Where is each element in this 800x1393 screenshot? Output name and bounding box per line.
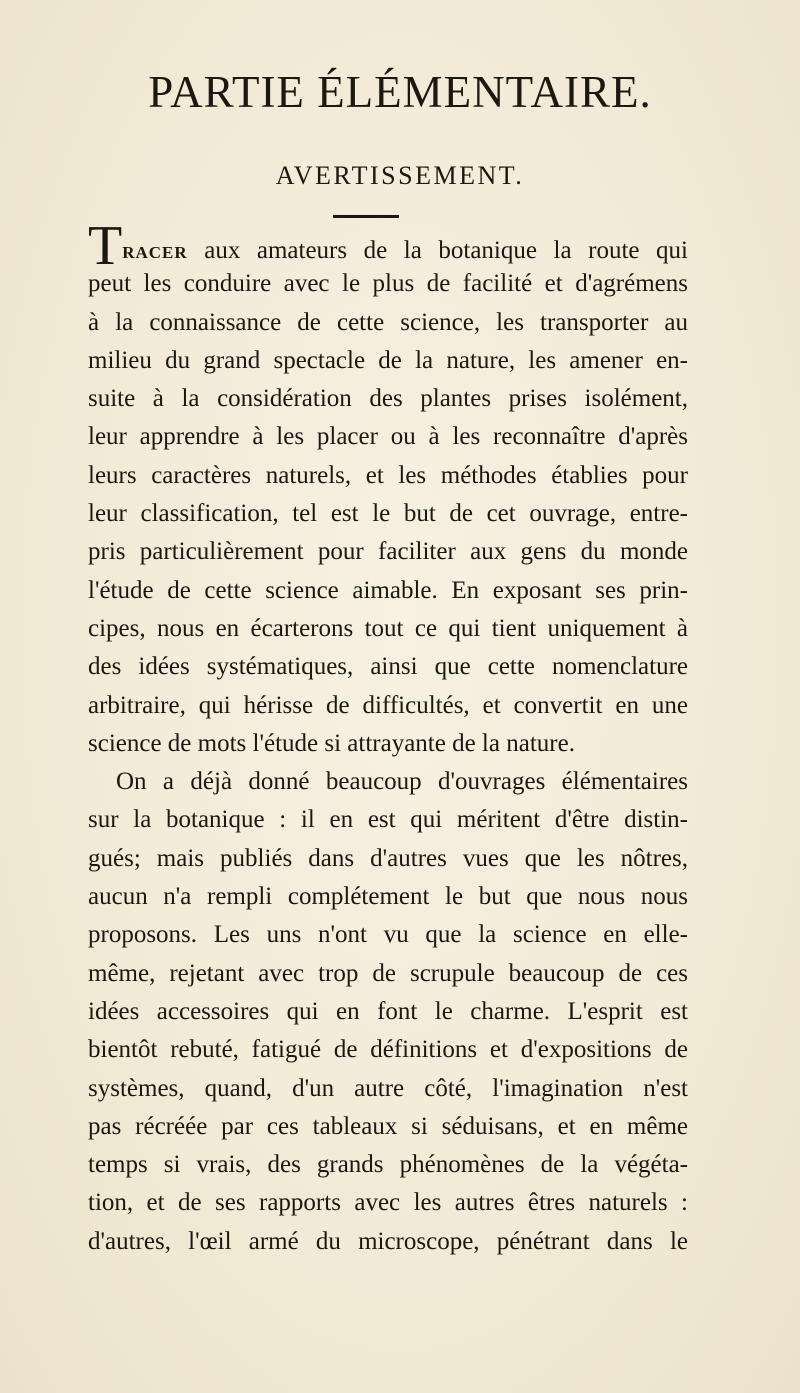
body-text <box>88 215 688 1261</box>
text-line-first <box>88 215 688 277</box>
text-line: leurs caractères naturels, et les méthodes établies pour <box>88 461 688 489</box>
text-line: milieu du grand spectacle de la nature, les amener en- <box>88 346 688 374</box>
text-line-paragraph-start: On a déjà donné beaucoup d'ouvrages élémentaires <box>116 768 688 796</box>
heading-rule <box>333 215 399 218</box>
text-line: suite à la considération des plantes prises isolément, <box>88 385 688 413</box>
text-line: des idées systématiques, ainsi que cette nomenclature <box>88 653 688 681</box>
text-line: bientôt rebuté, fatigué de définitions et d'expositions de <box>88 1036 688 1064</box>
text-line: cipes, nous en écarterons tout ce qui tient uniquement à <box>88 614 688 642</box>
drop-cap: T <box>88 215 123 277</box>
text-line: tion, et de ses rapports avec les autres êtres naturels : <box>88 1189 688 1217</box>
text-line: systèmes, quand, d'un autre côté, l'imagination n'est <box>88 1074 688 1102</box>
text-line: à la connaissance de cette science, les transporter au <box>88 308 688 336</box>
text-line: peut les conduire avec le plus de facilité et d'agrémens <box>88 270 688 298</box>
text-line: leur apprendre à les placer ou à les reconnaître d'après <box>88 423 688 451</box>
text-line: pas récréée par ces tableaux si séduisans, et en même <box>88 1112 688 1140</box>
page-title: PARTIE ÉLÉMENTAIRE. <box>148 67 652 117</box>
text-line: science de mots l'étude si attrayante de la nature. <box>88 729 575 757</box>
small-caps-word: RACER <box>122 243 188 262</box>
text-line: aucun n'a rempli complétement le but que nous nous <box>88 883 688 911</box>
text-line: arbitraire, qui hérisse de difficultés, et convertit en une <box>88 691 688 719</box>
text-line: l'étude de cette science aimable. En exposant ses prin- <box>88 576 688 604</box>
text-line: gués; mais publiés dans d'autres vues que les nôtres, <box>88 844 688 872</box>
text-line: temps si vrais, des grands phénomènes de la végéta- <box>88 1151 688 1179</box>
text-line: idées accessoires qui en font le charme. L'esprit est <box>88 997 688 1025</box>
section-heading: AVERTISSEMENT. <box>275 161 525 190</box>
text-line: proposons. Les uns n'ont vu que la science en elle- <box>88 921 688 949</box>
text-line: sur la botanique : il en est qui méritent d'être distin- <box>88 806 688 834</box>
text-line: même, rejetant avec trop de scrupule beaucoup de ces <box>88 959 688 987</box>
text-line: pris particulièrement pour faciliter aux gens du monde <box>88 538 688 566</box>
first-line-rest: aux amateurs de la botanique la route qui <box>187 237 688 264</box>
text-line: d'autres, l'œil armé du microscope, pénétrant dans le <box>88 1227 688 1255</box>
text-line: leur classification, tel est le but de cet ouvrage, entre- <box>88 500 688 528</box>
